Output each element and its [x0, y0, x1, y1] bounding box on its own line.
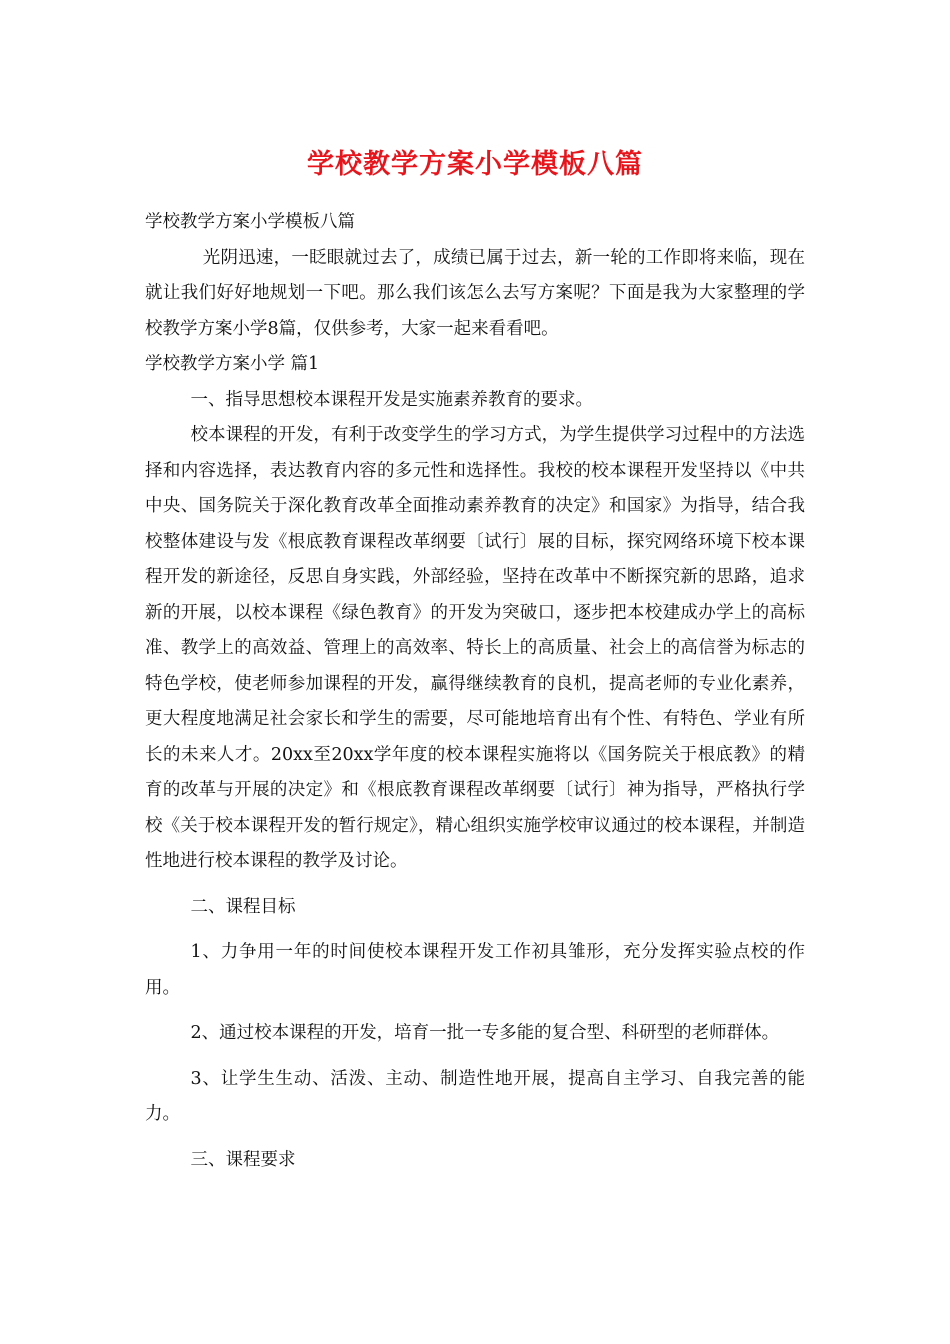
heading-course-requirements: 三、课程要求 [190, 1149, 296, 1170]
goal-item-2: 2、通过校本课程的开发，培育一批一专多能的复合型、科研型的老师群体。 [190, 1023, 780, 1043]
heading-course-goals: 二、课程目标 [190, 896, 296, 917]
document-subtitle: 学校教学方案小学模板八篇 [145, 212, 355, 232]
goal-item-3: 3、让学生生动、活泼、主动、制造性地开展，提高自主学习、自我完善的能力。 [145, 1068, 805, 1124]
body-paragraph-1: 校本课程的开发，有利于改变学生的学习方式，为学生提供学习过程中的方法选择和内容选择，表达教育内容的多元性和选择性。我校的校本课程开发坚持以《中共中央、国务院关于深化教育改革全面推动素养教育的决定》和国家》为指导，结合我校整体建设与发《根底教育课程改革纲要〔试行〕展的目标，探究网络环境下校本课程开发的新途径，反思自身实践，外部经验，坚持在改革中不断探究新的思路，追求新的开展，以校本课程《绿色教育》的开发为突破口，逐步把本校建成办学上的高标准、教学上的高效益、管理上的高效率、特长上的高质量、社会上的高信誉为标志的特色学校，使老师参加课程的开发，赢得继续教育的良机，提高老师的专业化素养，更大程度地满足社会家长和学生的需要，尽可能地培育出有个性、有特色、学业有所长的未来人才。20xx至20xx学年度的校本课程实施将以《国务院关于根底教》的精育的改革与开展的决定》和《根底教育课程改革纲要〔试行〕神为指导，严格执行学校《关于校本课程开发的暂行规定》，精心组织实施学校审议通过的校本课程，并制造性地进行校本课程的教学及讨论。 [145, 425, 805, 871]
document-title: 学校教学方案小学模板八篇 [307, 149, 643, 180]
section-title: 学校教学方案小学 篇1 [145, 354, 320, 374]
intro-paragraph: 光阴迅速，一眨眼就过去了，成绩已属于过去，新一轮的工作即将来临，现在就让我们好好地规划一下吧。那么我们该怎么去写方案呢？下面是我为大家整理的学校教学方案小学8篇，仅供参考，大家一起来看看吧。 [145, 247, 805, 339]
goal-item-1: 1、力争用一年的时间使校本课程开发工作初具雏形，充分发挥实验点校的作用。 [145, 942, 805, 998]
heading-guiding-thought: 一、指导思想校本课程开发是实施素养教育的要求。 [190, 389, 593, 410]
document-page [145, 145, 805, 1178]
